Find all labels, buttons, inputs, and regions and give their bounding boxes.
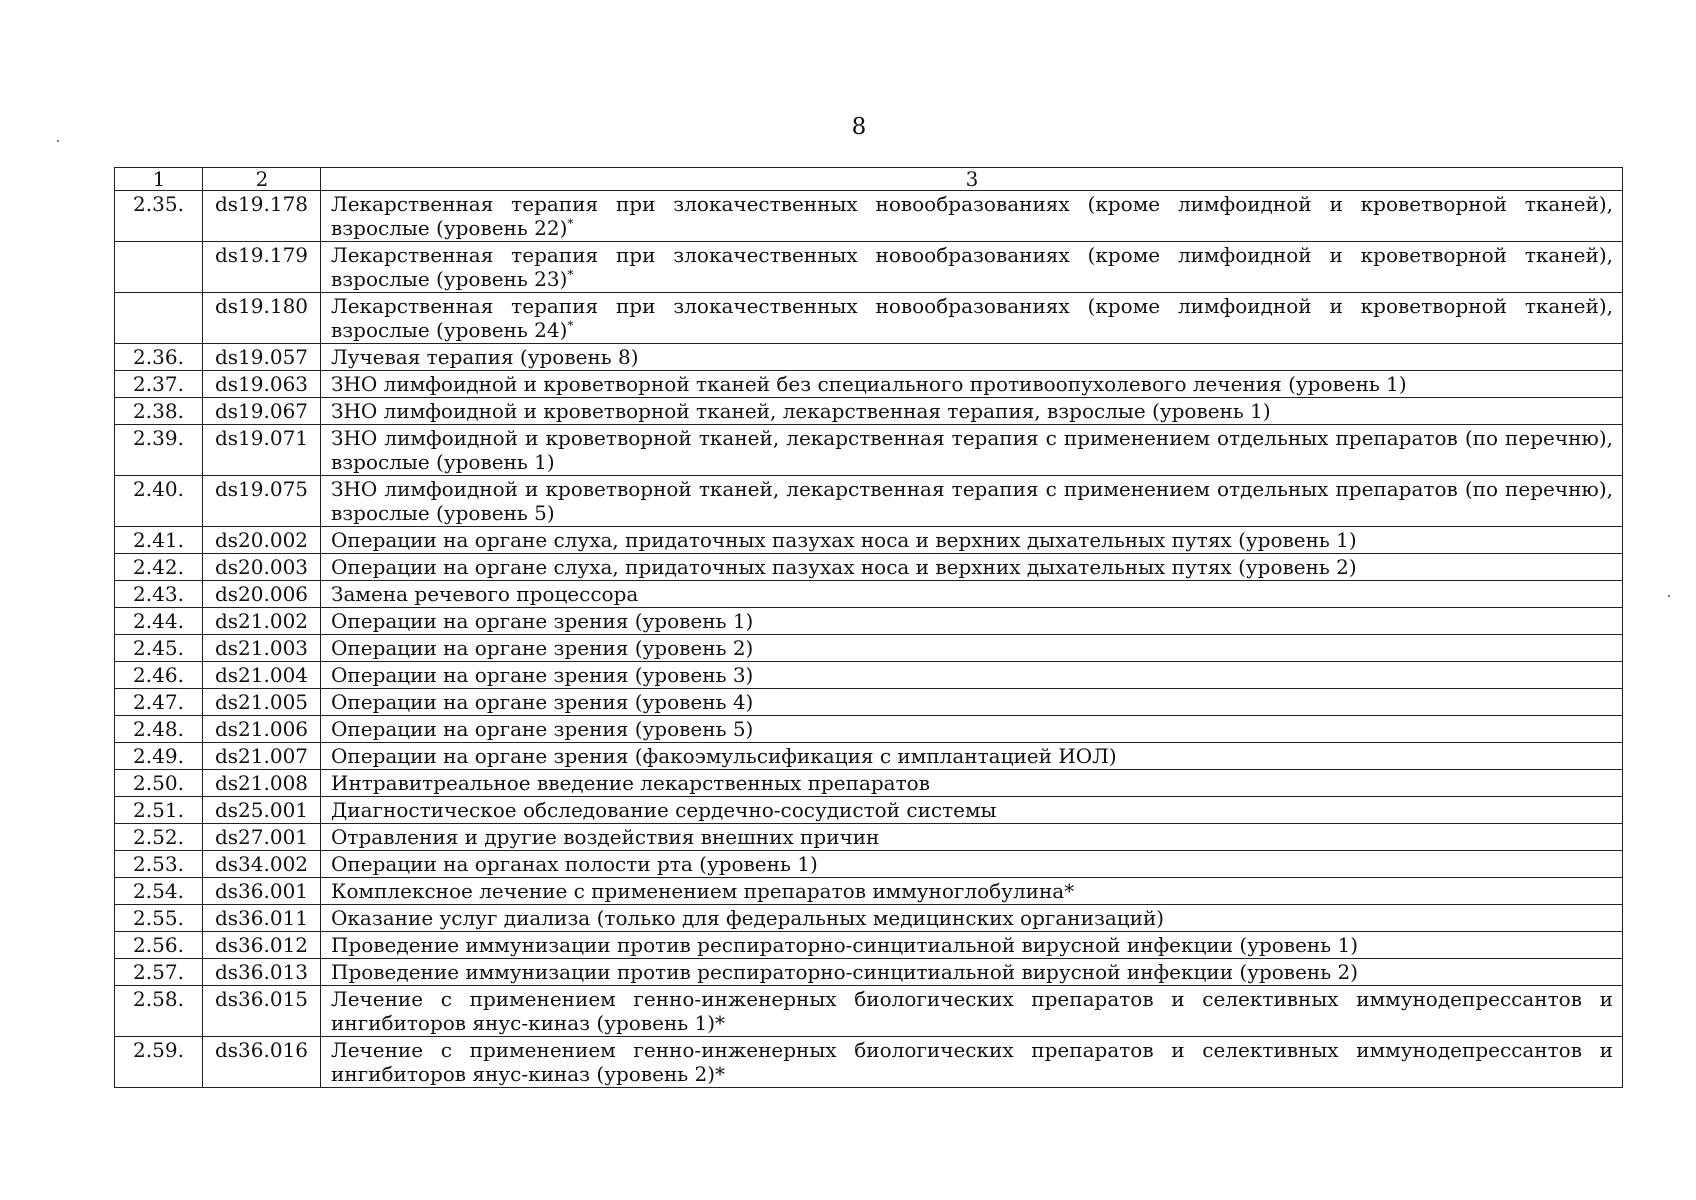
row-code: ds21.004 — [203, 662, 321, 689]
row-number: 2.43. — [115, 581, 203, 608]
row-number — [115, 293, 203, 344]
table-row — [115, 986, 1623, 1037]
row-code: ds36.013 — [203, 959, 321, 986]
table-row — [115, 293, 1623, 344]
row-code: ds19.178 — [203, 191, 321, 242]
row-code: ds20.002 — [203, 527, 321, 554]
row-code: ds25.001 — [203, 797, 321, 824]
row-description: Операции на органе зрения (уровень 2) — [331, 636, 754, 660]
row-description-cell — [321, 959, 1623, 986]
row-description-cell — [321, 1037, 1623, 1088]
table-row — [115, 878, 1623, 905]
table-row — [115, 554, 1623, 581]
row-description-cell — [321, 743, 1623, 770]
row-code: ds36.011 — [203, 905, 321, 932]
table-row — [115, 662, 1623, 689]
footnote-mark: * — [567, 318, 574, 333]
row-number: 2.49. — [115, 743, 203, 770]
row-code: ds19.180 — [203, 293, 321, 344]
row-description: ЗНО лимфоидной и кроветворной тканей, лекарственная терапия с применением отдельных препаратов (по перечню), взрослые (уровень 5) — [331, 477, 1613, 525]
table-row — [115, 527, 1623, 554]
row-number: 2.54. — [115, 878, 203, 905]
row-description-cell — [321, 476, 1623, 527]
row-code: ds21.003 — [203, 635, 321, 662]
row-description: ЗНО лимфоидной и кроветворной тканей, лекарственная терапия, взрослые (уровень 1) — [331, 399, 1271, 423]
row-description: Лечение с применением генно-инженерных биологических препаратов и селективных иммунодепрессантов и ингибиторов янус-киназ (уровень 1)* — [331, 987, 1613, 1035]
row-description-cell — [321, 344, 1623, 371]
row-description-cell — [321, 581, 1623, 608]
row-description: Операции на органе слуха, придаточных пазухах носа и верхних дыхательных путях (уровень 2) — [331, 555, 1357, 579]
row-description: Операции на органах полости рта (уровень 1) — [331, 852, 818, 876]
row-code: ds21.002 — [203, 608, 321, 635]
row-number: 2.37. — [115, 371, 203, 398]
row-number: 2.48. — [115, 716, 203, 743]
row-description: Лечение с применением генно-инженерных биологических препаратов и селективных иммунодепрессантов и ингибиторов янус-киназ (уровень 2)* — [331, 1038, 1613, 1086]
row-number: 2.56. — [115, 932, 203, 959]
row-code: ds21.008 — [203, 770, 321, 797]
scan-speck — [57, 140, 59, 142]
row-number: 2.47. — [115, 689, 203, 716]
row-description-cell — [321, 851, 1623, 878]
row-code: ds36.012 — [203, 932, 321, 959]
row-number: 2.45. — [115, 635, 203, 662]
row-code: ds19.179 — [203, 242, 321, 293]
row-code: ds20.006 — [203, 581, 321, 608]
footnote-mark: * — [567, 267, 574, 282]
table-row — [115, 191, 1623, 242]
table-row — [115, 770, 1623, 797]
row-description-cell — [321, 242, 1623, 293]
row-number: 2.57. — [115, 959, 203, 986]
table-row — [115, 476, 1623, 527]
row-number: 2.38. — [115, 398, 203, 425]
row-number: 2.50. — [115, 770, 203, 797]
table-row — [115, 797, 1623, 824]
row-description: Операции на органе зрения (уровень 1) — [331, 609, 754, 633]
row-code: ds19.075 — [203, 476, 321, 527]
row-description: Интравитреальное введение лекарственных препаратов — [331, 771, 930, 795]
row-number: 2.55. — [115, 905, 203, 932]
row-number: 2.39. — [115, 425, 203, 476]
row-description-cell — [321, 635, 1623, 662]
row-description: Лекарственная терапия при злокачественных новообразованиях (кроме лимфоидной и кроветворной тканей), взрослые (уровень 22) — [331, 192, 1613, 240]
row-description: Проведение иммунизации против респираторно-синцитиальной вирусной инфекции (уровень 2) — [331, 960, 1359, 984]
row-number: 2.59. — [115, 1037, 203, 1088]
table-row — [115, 959, 1623, 986]
table-row — [115, 689, 1623, 716]
row-number: 2.40. — [115, 476, 203, 527]
row-description: Комплексное лечение с применением препаратов иммуноглобулина* — [331, 879, 1075, 903]
row-code: ds21.006 — [203, 716, 321, 743]
row-description-cell — [321, 932, 1623, 959]
row-description: Операции на органе слуха, придаточных пазухах носа и верхних дыхательных путях (уровень 1) — [331, 528, 1357, 552]
row-number: 2.35. — [115, 191, 203, 242]
table-row — [115, 371, 1623, 398]
row-code: ds19.071 — [203, 425, 321, 476]
table-row — [115, 608, 1623, 635]
row-description: Операции на органе зрения (уровень 4) — [331, 690, 754, 714]
row-description-cell — [321, 191, 1623, 242]
row-number: 2.36. — [115, 344, 203, 371]
row-description-cell — [321, 770, 1623, 797]
row-description-cell — [321, 554, 1623, 581]
row-description-cell — [321, 689, 1623, 716]
table-row — [115, 635, 1623, 662]
header-row — [115, 168, 1623, 191]
row-code: ds21.007 — [203, 743, 321, 770]
table-row — [115, 398, 1623, 425]
row-description: Отравления и другие воздействия внешних причин — [331, 825, 880, 849]
row-number: 2.44. — [115, 608, 203, 635]
row-description-cell — [321, 878, 1623, 905]
row-number: 2.53. — [115, 851, 203, 878]
row-code: ds34.002 — [203, 851, 321, 878]
row-description-cell — [321, 398, 1623, 425]
row-description-cell — [321, 797, 1623, 824]
row-description: Лучевая терапия (уровень 8) — [331, 345, 639, 369]
row-description: Оказание услуг диализа (только для федеральных медицинских организаций) — [331, 906, 1165, 930]
row-number: 2.52. — [115, 824, 203, 851]
table-row — [115, 932, 1623, 959]
row-number: 2.42. — [115, 554, 203, 581]
row-number: 2.58. — [115, 986, 203, 1037]
row-description: Диагностическое обследование сердечно-сосудистой системы — [331, 798, 997, 822]
row-code: ds21.005 — [203, 689, 321, 716]
row-description-cell — [321, 662, 1623, 689]
table-row — [115, 824, 1623, 851]
header-col-1: 1 — [115, 168, 203, 191]
row-code: ds19.067 — [203, 398, 321, 425]
code-table — [114, 167, 1623, 1088]
scan-speck — [1668, 595, 1670, 597]
row-description: Операции на органе зрения (уровень 5) — [331, 717, 754, 741]
row-description-cell — [321, 716, 1623, 743]
table-row — [115, 344, 1623, 371]
table-row — [115, 851, 1623, 878]
footnote-mark: * — [567, 216, 574, 231]
row-description-cell — [321, 527, 1623, 554]
row-description: Лекарственная терапия при злокачественных новообразованиях (кроме лимфоидной и кроветворной тканей), взрослые (уровень 23) — [331, 243, 1613, 291]
row-description-cell — [321, 293, 1623, 344]
row-description-cell — [321, 608, 1623, 635]
table-row — [115, 1037, 1623, 1088]
row-description-cell — [321, 824, 1623, 851]
table-row — [115, 242, 1623, 293]
row-description: Операции на органе зрения (факоэмульсификация с имплантацией ИОЛ) — [331, 744, 1117, 768]
row-code: ds19.063 — [203, 371, 321, 398]
row-number — [115, 242, 203, 293]
row-description: ЗНО лимфоидной и кроветворной тканей без специального противоопухолевого лечения (уровень 1) — [331, 372, 1407, 396]
row-number: 2.51. — [115, 797, 203, 824]
row-description: Проведение иммунизации против респираторно-синцитиальной вирусной инфекции (уровень 1) — [331, 933, 1359, 957]
row-description-cell — [321, 986, 1623, 1037]
row-description-cell — [321, 371, 1623, 398]
row-code: ds27.001 — [203, 824, 321, 851]
row-description: Операции на органе зрения (уровень 3) — [331, 663, 754, 687]
page-number: 8 — [851, 114, 867, 140]
row-code: ds19.057 — [203, 344, 321, 371]
row-description: ЗНО лимфоидной и кроветворной тканей, лекарственная терапия с применением отдельных препаратов (по перечню), взрослые (уровень 1) — [331, 426, 1613, 474]
row-description: Замена речевого процессора — [331, 582, 639, 606]
row-description-cell — [321, 905, 1623, 932]
row-number: 2.41. — [115, 527, 203, 554]
row-code: ds36.015 — [203, 986, 321, 1037]
table-row — [115, 743, 1623, 770]
header-col-2: 2 — [203, 168, 321, 191]
table-row — [115, 905, 1623, 932]
table-row — [115, 425, 1623, 476]
row-description: Лекарственная терапия при злокачественных новообразованиях (кроме лимфоидной и кроветворной тканей), взрослые (уровень 24) — [331, 294, 1613, 342]
header-col-3: 3 — [321, 168, 1623, 191]
row-code: ds20.003 — [203, 554, 321, 581]
row-number: 2.46. — [115, 662, 203, 689]
row-description-cell — [321, 425, 1623, 476]
table-row — [115, 716, 1623, 743]
row-code: ds36.001 — [203, 878, 321, 905]
row-code: ds36.016 — [203, 1037, 321, 1088]
table-row — [115, 581, 1623, 608]
